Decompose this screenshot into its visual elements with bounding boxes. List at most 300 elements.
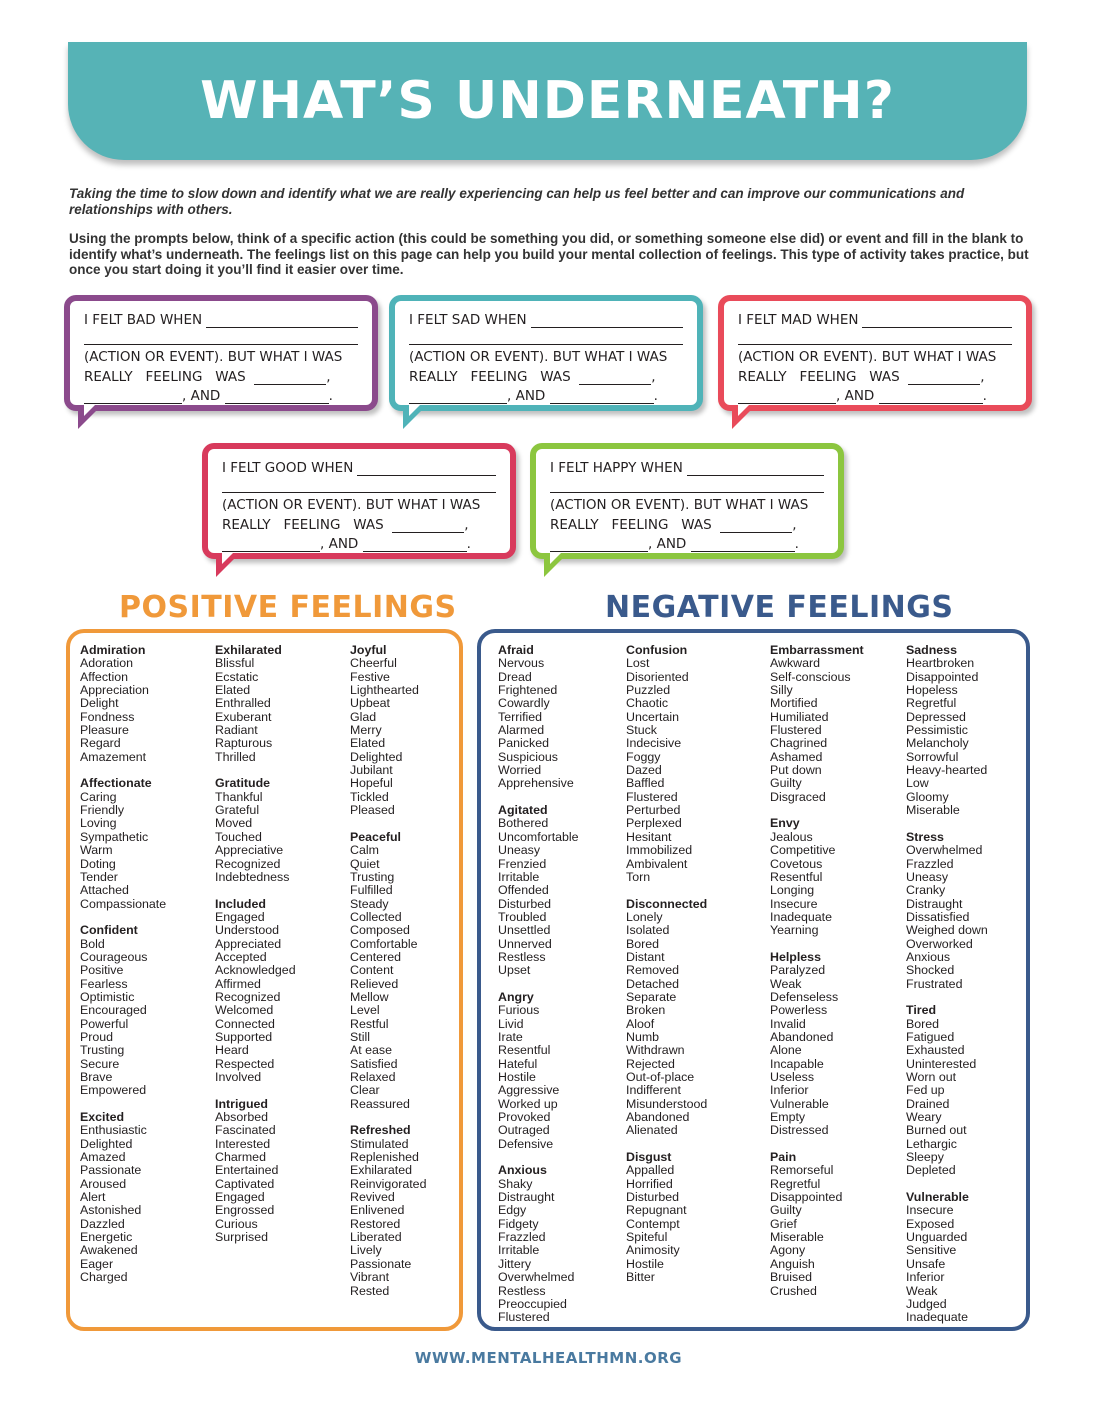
prompt-action-text: (ACTION OR EVENT). BUT WHAT I WAS (222, 497, 481, 513)
feeling-word: Lonely (626, 909, 663, 924)
feeling-word: Restless (498, 949, 546, 964)
feeling-word: Warm (80, 843, 113, 858)
feeling-word: Miserable (770, 1230, 824, 1245)
comma-text: , (326, 369, 331, 385)
feeling-word: Isolated (626, 923, 670, 938)
feeling-word: Worked up (498, 1096, 558, 1111)
feeling-word: Caring (80, 789, 117, 804)
feeling-word: Radiant (215, 723, 258, 738)
answer-blank[interactable] (409, 328, 683, 345)
answer-blank[interactable] (357, 463, 496, 476)
feeling-word: Aloof (626, 1016, 655, 1031)
feeling-word: Delighted (350, 749, 403, 764)
feeling-group (80, 924, 166, 1097)
prompt-lead: I FELT BAD WHEN (84, 312, 203, 328)
feeling-word: Proud (80, 1029, 114, 1044)
feeling-word: Acknowledged (215, 963, 296, 978)
feeling-blank[interactable] (550, 539, 648, 552)
feeling-word: Horrified (626, 1176, 673, 1191)
feeling-word: Regard (80, 736, 121, 751)
feeling-word: Overworked (906, 936, 973, 951)
feeling-blank[interactable] (550, 391, 654, 404)
feeling-group (626, 1151, 707, 1284)
feeling-word: Powerful (80, 1016, 129, 1031)
feeling-word: Irate (498, 1029, 523, 1044)
feeling-word: Appreciation (80, 683, 149, 698)
feeling-group (498, 644, 579, 791)
answer-blank[interactable] (550, 476, 824, 493)
feeling-blank[interactable] (222, 539, 320, 552)
feeling-word: Torn (626, 869, 651, 884)
feeling-word: Passionate (350, 1256, 412, 1271)
feeling-word: Alone (770, 1043, 802, 1058)
feeling-word: Hopeless (906, 683, 958, 698)
feeling-word: Remorseful (770, 1163, 834, 1178)
feeling-word: Rejected (626, 1056, 675, 1071)
feeling-word: Terrified (498, 709, 543, 724)
feeling-word: Ambivalent (626, 856, 688, 871)
feeling-word: Judged (906, 1296, 947, 1311)
feeling-word: Troubled (498, 909, 547, 924)
feeling-word: Ashamed (770, 749, 823, 764)
feeling-word: Depleted (906, 1163, 956, 1178)
feeling-word: Agony (770, 1243, 806, 1258)
feeling-word: Sympathetic (80, 829, 149, 844)
prompt-bubble (64, 295, 378, 411)
prompt-action-text: (ACTION OR EVENT). BUT WHAT I WAS (738, 349, 997, 365)
feeling-group-heading: Affectionate (80, 776, 152, 791)
feeling-word: Withdrawn (626, 1043, 685, 1058)
feeling-word: Trusting (80, 1043, 125, 1058)
answer-blank[interactable] (738, 328, 1012, 345)
feeling-group (215, 898, 296, 1085)
feeling-word: Collected (350, 909, 402, 924)
feeling-blank[interactable] (738, 391, 836, 404)
feeling-word: Disgraced (770, 789, 826, 804)
feeling-group-heading: Intrigued (215, 1096, 268, 1111)
feeling-word: Exhausted (906, 1043, 965, 1058)
feeling-group (770, 951, 864, 1138)
feeling-group-heading: Refreshed (350, 1123, 411, 1138)
feeling-word: Astonished (80, 1203, 142, 1218)
feeling-word: Heartbroken (906, 656, 975, 671)
answer-blank[interactable] (687, 463, 824, 476)
feeling-word: Defenseless (770, 989, 839, 1004)
feeling-word: Anguish (770, 1256, 815, 1271)
feeling-word: Frustrated (906, 976, 963, 991)
feeling-word: Relaxed (350, 1070, 396, 1084)
feeling-blank[interactable] (392, 520, 464, 533)
feeling-word: Thrilled (215, 749, 256, 764)
feeling-word: Alienated (626, 1123, 678, 1138)
feeling-word: Merry (350, 723, 382, 738)
feeling-word: Put down (770, 763, 822, 778)
feeling-word: Loving (80, 816, 117, 831)
feeling-word: Awkward (770, 656, 821, 671)
prompt-lead: I FELT HAPPY WHEN (550, 460, 683, 476)
feeling-word: Abandoned (770, 1029, 834, 1044)
feeling-group (498, 804, 579, 977)
feeling-word: Replenished (350, 1150, 419, 1165)
feeling-word: Irritable (498, 1243, 540, 1258)
feeling-word: Curious (215, 1216, 258, 1231)
negative-column (770, 644, 864, 1311)
feeling-word: Lethargic (906, 1136, 957, 1151)
feeling-word: Lighthearted (350, 683, 419, 698)
feeling-word: Affection (80, 669, 128, 684)
feeling-group-heading: Stress (906, 829, 944, 844)
and-text: , AND (836, 388, 875, 404)
feeling-word: Empty (770, 1110, 806, 1125)
footer-url[interactable]: WWW.MENTALHEALTHMN.ORG (414, 1349, 683, 1367)
feeling-word: Anxious (906, 949, 951, 964)
feeling-word: Flustered (626, 789, 678, 804)
feeling-word: Flustered (498, 1310, 550, 1325)
feeling-group-heading: Joyful (350, 643, 387, 657)
feeling-word: Jubilant (350, 763, 393, 778)
feeling-word: Pleased (350, 803, 395, 818)
feeling-word: Fascinated (215, 1123, 276, 1138)
prompt-lead: I FELT GOOD WHEN (222, 460, 354, 476)
feeling-word: Quiet (350, 856, 380, 871)
feeling-group-heading: Angry (498, 989, 534, 1004)
feeling-word: Heavy-hearted (906, 763, 988, 778)
feeling-word: Understood (215, 923, 280, 938)
feeling-word: Foggy (626, 749, 661, 764)
feeling-word: Uncomfortable (498, 829, 579, 844)
feeling-word: Perplexed (626, 816, 682, 831)
feeling-group-heading: Confusion (626, 643, 688, 657)
feeling-word: Powerless (770, 1003, 828, 1018)
feeling-word: At ease (350, 1043, 393, 1058)
feeling-word: Shaky (498, 1176, 533, 1191)
answer-blank[interactable] (862, 315, 1012, 328)
feeling-word: Blissful (215, 656, 255, 671)
feeling-group (80, 644, 166, 764)
feeling-word: Alert (80, 1190, 106, 1205)
feeling-group (80, 1111, 166, 1284)
feeling-word: Puzzled (626, 683, 671, 698)
feeling-word: Supported (215, 1029, 273, 1044)
feeling-blank[interactable] (908, 372, 980, 385)
feeling-group (770, 817, 864, 937)
intro-text: Taking the time to slow down and identify what we are really experiencing can help us feel better and can improve our communications and relationships with others. (69, 186, 965, 217)
feeling-word: Burned out (906, 1123, 967, 1138)
feeling-word: Brave (80, 1070, 113, 1084)
feeling-word: Insecure (770, 896, 818, 911)
feeling-word: Adoration (80, 656, 134, 671)
feeling-word: Inadequate (770, 909, 833, 924)
feeling-word: Grateful (215, 803, 260, 818)
feeling-word: Charged (80, 1270, 128, 1285)
feeling-word: Regretful (906, 696, 957, 711)
negative-column (498, 644, 579, 1338)
feeling-word: Fearless (80, 976, 128, 991)
feeling-word: Calm (350, 843, 379, 858)
feeling-word: Cheerful (350, 656, 397, 671)
feeling-word: Appreciated (215, 936, 282, 951)
feeling-word: Bored (626, 936, 660, 951)
feeling-word: Gloomy (906, 789, 949, 804)
feeling-word: Engaged (215, 909, 265, 924)
feeling-word: Hateful (498, 1056, 538, 1071)
feeling-word: Exuberant (215, 709, 272, 724)
feeling-group-heading: Anxious (498, 1163, 547, 1178)
feeling-word: Reassured (350, 1096, 410, 1111)
feeling-word: Optimistic (80, 989, 135, 1004)
feeling-word: Inadequate (906, 1310, 969, 1325)
feeling-word: Comfortable (350, 936, 418, 951)
feeling-word: Lost (626, 656, 650, 671)
feeling-word: Silly (770, 683, 793, 698)
prompt-really-text: REALLY FEELING WAS (738, 369, 900, 385)
positive-column (350, 644, 426, 1311)
feeling-word: Exhilarated (350, 1163, 412, 1178)
feeling-word: Heard (215, 1043, 249, 1058)
feeling-group (80, 777, 166, 910)
feeling-word: Yearning (770, 923, 819, 938)
feeling-word: Surprised (215, 1230, 269, 1245)
feeling-word: Mellow (350, 989, 389, 1004)
feeling-word: Chagrined (770, 736, 828, 751)
feeling-word: Elated (350, 736, 386, 751)
feeling-word: Weak (770, 976, 802, 991)
feeling-blank[interactable] (879, 391, 983, 404)
feeling-word: Satisfied (350, 1056, 398, 1071)
answer-blank[interactable] (531, 315, 683, 328)
feeling-word: Offended (498, 883, 549, 898)
feeling-word: Numb (626, 1029, 660, 1044)
feeling-word: Useless (770, 1070, 815, 1084)
feeling-word: Longing (770, 883, 815, 898)
feeling-word: Bold (80, 936, 105, 951)
feeling-word: Jittery (498, 1256, 532, 1271)
feeling-word: Clear (350, 1083, 380, 1098)
feeling-word: Fatigued (906, 1029, 955, 1044)
feeling-word: Indecisive (626, 736, 682, 751)
feeling-word: Compassionate (80, 896, 167, 911)
feeling-word: Animosity (626, 1243, 680, 1258)
feeling-word: Incapable (770, 1056, 824, 1071)
feeling-word: Ecstatic (215, 669, 259, 684)
feeling-word: Weighed down (906, 923, 988, 938)
feeling-word: Engaged (215, 1190, 265, 1205)
feeling-word: Unsettled (498, 923, 551, 938)
feeling-word: Invalid (770, 1016, 806, 1031)
feeling-word: Sorrowful (906, 749, 959, 764)
instructions-text: Using the prompts below, think of a specific action (this could be something you did, or something someone else did) or event and fill in the blank to identify what’s underneath. The feelings list on this page can help you build your mental collection of feelings. This type of activity takes practice, but once you start doing it you’ll find it easier over time. (69, 231, 1029, 277)
feeling-word: Guilty (770, 1203, 802, 1218)
feeling-word: Suspicious (498, 749, 558, 764)
feeling-group (498, 1164, 579, 1324)
feeling-word: Vulnerable (770, 1096, 829, 1111)
feeling-group-heading: Envy (770, 816, 800, 831)
and-text: , AND (182, 388, 221, 404)
feeling-group-heading: Peaceful (350, 829, 401, 844)
prompt-lead: I FELT MAD WHEN (738, 312, 859, 328)
feeling-word: Accepted (215, 949, 267, 964)
feeling-group-heading: Agitated (498, 803, 548, 818)
comma-text: , (651, 369, 656, 385)
feeling-word: Apprehensive (498, 776, 574, 791)
prompt-bubble (718, 295, 1032, 411)
feeling-word: Defensive (498, 1136, 554, 1151)
feeling-group (498, 991, 579, 1151)
feeling-word: Centered (350, 949, 401, 964)
period-text: . (982, 388, 987, 404)
feeling-word: Empowered (80, 1083, 147, 1098)
feeling-word: Uneasy (906, 869, 949, 884)
feeling-word: Fed up (906, 1083, 945, 1098)
feeling-word: Glad (350, 709, 377, 724)
feeling-word: Inferior (906, 1270, 945, 1285)
feeling-word: Paralyzed (770, 963, 826, 978)
feeling-blank[interactable] (691, 539, 795, 552)
answer-blank[interactable] (222, 476, 496, 493)
feeling-word: Furious (498, 1003, 540, 1018)
feeling-word: Miserable (906, 803, 960, 818)
feeling-word: Appalled (626, 1163, 675, 1178)
feeling-word: Abandoned (626, 1110, 690, 1125)
feeling-word: Hopeful (350, 776, 393, 791)
feeling-word: Out-of-place (626, 1070, 695, 1084)
feeling-word: Repugnant (626, 1203, 687, 1218)
feeling-group (350, 1124, 426, 1297)
feeling-word: Unnerved (498, 936, 552, 951)
feeling-word: Relieved (350, 976, 399, 991)
feeling-word: Aroused (80, 1176, 127, 1191)
feeling-word: Restful (350, 1016, 389, 1031)
feeling-group-heading: Exhilarated (215, 643, 282, 657)
feeling-word: Liberated (350, 1230, 402, 1245)
feeling-word: Enthusiastic (80, 1123, 147, 1138)
feeling-word: Overwhelmed (906, 843, 983, 858)
feeling-word: Bothered (498, 816, 549, 831)
feeling-word: Guilty (770, 776, 802, 791)
feeling-word: Involved (215, 1070, 262, 1084)
feeling-word: Distraught (498, 1190, 555, 1205)
feeling-word: Livid (498, 1016, 524, 1031)
comma-text: , (980, 369, 985, 385)
feeling-word: Attached (80, 883, 129, 898)
feeling-word: Tender (80, 869, 118, 884)
feeling-word: Positive (80, 963, 124, 978)
feeling-blank[interactable] (84, 391, 182, 404)
feeling-blank[interactable] (579, 372, 651, 385)
feeling-group-heading: Pain (770, 1150, 797, 1165)
feeling-group (350, 831, 426, 1111)
prompt-bubble (389, 295, 703, 411)
feeling-word: Content (350, 963, 394, 978)
feeling-blank[interactable] (720, 520, 792, 533)
feeling-blank[interactable] (225, 391, 329, 404)
feeling-word: Nervous (498, 656, 545, 671)
feeling-group-heading: Disconnected (626, 896, 708, 911)
feeling-blank[interactable] (363, 539, 467, 552)
feeling-word: Trusting (350, 869, 395, 884)
negative-feelings-title: NEGATIVE FEELINGS (605, 590, 954, 625)
feeling-word: Humiliated (770, 709, 829, 724)
feeling-word: Mortified (770, 696, 818, 711)
feeling-word: Distant (626, 949, 665, 964)
feeling-word: Secure (80, 1056, 120, 1071)
feeling-word: Courageous (80, 949, 148, 964)
feeling-word: Provoked (498, 1110, 551, 1125)
feeling-blank[interactable] (254, 372, 326, 385)
answer-blank[interactable] (206, 315, 358, 328)
feeling-word: Misunderstood (626, 1096, 708, 1111)
feeling-word: Rested (350, 1283, 390, 1298)
comma-text: , (792, 517, 797, 533)
negative-column (626, 644, 707, 1298)
feeling-word: Still (350, 1029, 370, 1044)
feeling-blank[interactable] (409, 391, 507, 404)
feeling-word: Sleepy (906, 1150, 944, 1165)
feeling-word: Tickled (350, 789, 389, 804)
feeling-word: Bored (906, 1016, 940, 1031)
feeling-word: Jealous (770, 829, 813, 844)
feeling-word: Disoriented (626, 669, 689, 684)
feeling-word: Appreciative (215, 843, 284, 858)
feeling-word: Recognized (215, 989, 281, 1004)
feeling-word: Worn out (906, 1070, 957, 1084)
feeling-group-heading: Disgust (626, 1150, 672, 1165)
feeling-word: Disappointed (770, 1190, 843, 1205)
feeling-word: Indifferent (626, 1083, 681, 1098)
feeling-word: Crushed (770, 1283, 817, 1298)
feeling-word: Stimulated (350, 1136, 409, 1151)
and-text: , AND (320, 536, 359, 552)
prompt-bubble (530, 443, 844, 559)
feeling-word: Restored (350, 1216, 401, 1231)
feeling-word: Composed (350, 923, 410, 938)
feeling-word: Weak (906, 1283, 938, 1298)
feeling-word: Unguarded (906, 1230, 968, 1245)
feeling-group-heading: Included (215, 896, 266, 911)
feeling-word: Frazzled (498, 1230, 546, 1245)
feeling-word: Outraged (498, 1123, 550, 1138)
feeling-word: Connected (215, 1016, 275, 1031)
feeling-word: Dread (498, 669, 532, 684)
feeling-word: Hostile (498, 1070, 536, 1084)
feeling-word: Revived (350, 1190, 395, 1205)
feeling-word: Doting (80, 856, 116, 871)
feeling-word: Disappointed (906, 669, 979, 684)
feeling-word: Elated (215, 683, 251, 698)
feeling-word: Frightened (498, 683, 558, 698)
prompt-action-text: (ACTION OR EVENT). BUT WHAT I WAS (550, 497, 809, 513)
feeling-word: Covetous (770, 856, 823, 871)
positive-column (80, 644, 166, 1298)
feeling-word: Alarmed (498, 723, 545, 738)
feeling-word: Exposed (906, 1216, 955, 1231)
feeling-word: Flustered (770, 723, 822, 738)
feeling-word: Aggressive (498, 1083, 560, 1098)
feeling-word: Vibrant (350, 1270, 390, 1285)
period-text: . (328, 388, 333, 404)
positive-column (215, 644, 296, 1258)
feeling-word: Distraught (906, 896, 963, 911)
feeling-word: Awakened (80, 1243, 138, 1258)
feeling-group-heading: Sadness (906, 643, 957, 657)
feeling-word: Dazed (626, 763, 662, 778)
feeling-group-heading: Confident (80, 923, 138, 938)
feeling-word: Resentful (770, 869, 823, 884)
feeling-word: Chaotic (626, 696, 669, 711)
feeling-group (906, 644, 988, 817)
feeling-word: Preoccupied (498, 1296, 567, 1311)
answer-blank[interactable] (84, 328, 358, 345)
